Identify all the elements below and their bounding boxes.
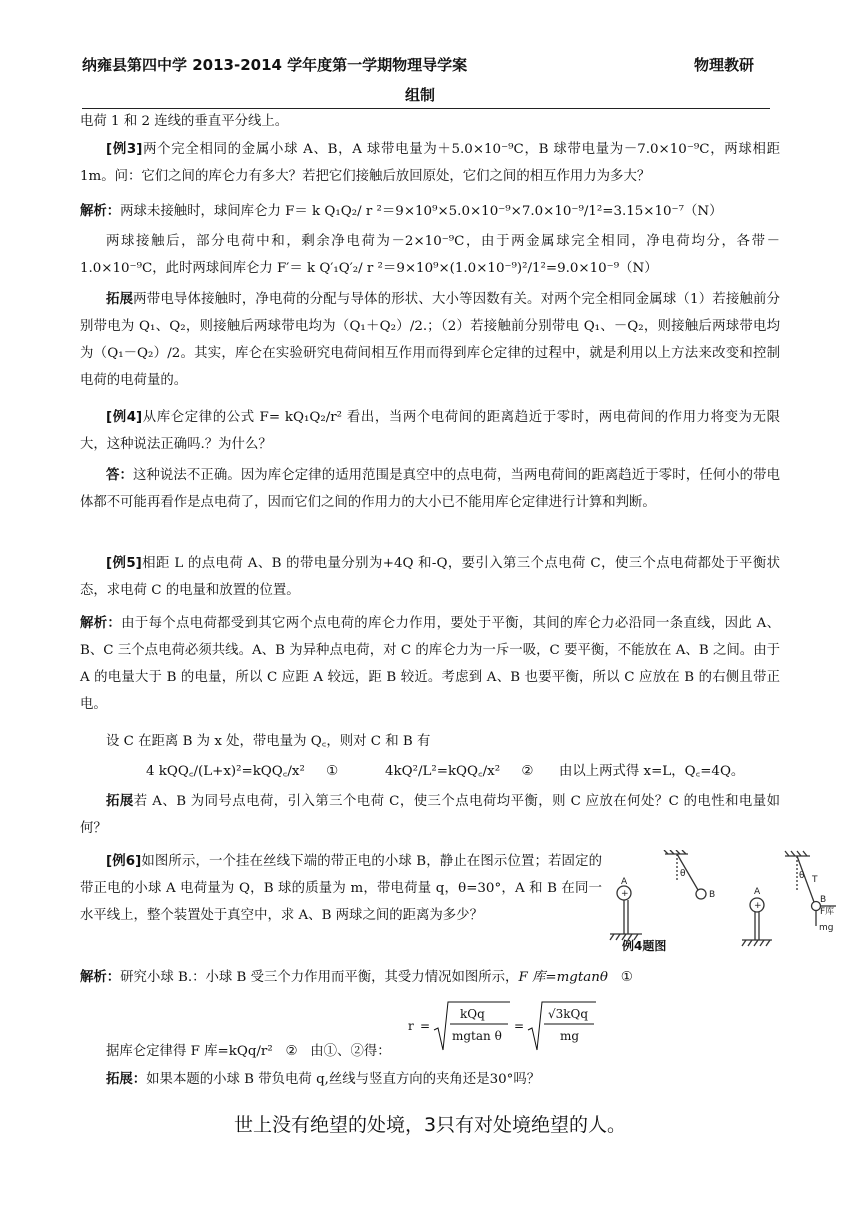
svg-text:=: = [514,1019,525,1033]
label-theta: θ [680,869,686,879]
equation-5: 4 kQQ꜀/(L+x)²=kQQ꜀/x² ① 4kQ²/L²=kQQ꜀/x² ② 由以上两式得 x=L，Q꜀=4Q。 [146,764,745,779]
label-theta2: θ [799,871,805,881]
analysis-3b: 两球接触后，部分电荷中和，剩余净电荷为－2×10⁻⁹C，由于两金属球完全相同，净电荷均分，各带－1.0×10⁻⁹C，此时两球间库仑力 F′＝ k Q′₁Q′₂/ r ²＝9×10⁹×(1.0×10⁻⁹)²/1²=9.0×10⁻⁹（N） [80,234,780,276]
formula-num2: √3kQq [548,1007,589,1021]
text-line: 电荷 1 和 2 连线的垂直平分线上。 [80,114,289,129]
example-3: [例3]两个完全相同的金属小球 A、B，A 球带电量为＋5.0×10⁻⁹C，B 球带电量为－7.0×10⁻⁹C，两球相距1m。问：它们之间的库仑力有多大？若把它们接触后放回原处，它们之间的相互作用力为多大？ [80,142,780,184]
example-5: [例5]相距 L 的点电荷 A、B 的带电量分别为+4Q 和-Q，要引入第三个点电荷 C，使三个点电荷都处于平衡状态，求电荷 C 的电量和放置的位置。 [80,556,781,598]
label-mg: mg [819,923,834,933]
header-dept: 物理教研 [694,56,755,74]
analysis-6b: 据库仑定律得 F 库=kQq/r² ② 由①、②得： [106,1044,391,1059]
label-b: B [709,890,716,900]
formula-den1: mgtan θ [452,1029,502,1043]
answer-4: 答：这种说法不正确。因为库仑定律的适用范围是真空中的点电荷，当两电荷间的距离趋近于零时，任何小的带电体都不可能再看作是点电荷了，因而它们之间的作用力的大小已不能用库仑定律进行计算和判断。 [80,468,781,510]
label-f: F库 [820,907,835,917]
label-a: A [621,877,628,887]
label-plus: + [621,889,629,899]
analysis-6: 解析：研究小球 B.：小球 B 受三个力作用而平衡，其受力情况如图所示，F 库=mgtanθ ① [80,970,633,985]
distance-formula [406,1000,606,1054]
analysis-5b: 设 C 在距离 B 为 x 处，带电量为 Q꜀，则对 C 和 B 有 [106,734,431,749]
label-b2: B [820,895,827,905]
figure-caption: 例4题图 [622,939,667,953]
header-title: 纳雍县第四中学 2013-2014 学年度第一学期物理导学案 [82,56,468,74]
label-a2: A [754,887,761,897]
example-6: [例6]如图所示，一个挂在丝线下端的带正电的小球 B，静止在图示位置；若固定的带正电的小球 A 电荷量为 Q，B 球的质量为 m，带电荷量 q，θ=30°，A 和 B 在同一水平线上，整个装置处于真空中，求 A、B 两球之间的距离为多少？ [80,854,602,923]
formula-num1: kQq [460,1007,485,1021]
extension-2: 拓展若 A、B 为同号点电荷，引入第三个电荷 C，使三个点电荷均平衡，则 C 应放在何处？C 的电性和电量如何？ [80,794,780,836]
label-t: T [812,875,818,885]
extension-1: 拓展两带电导体接触时，净电荷的分配与导体的形状、大小等因数有关。对两个完全相同金属球（1）若接触前分别带电为 Q₁、Q₂，则接触后两球带电均为（Q₁＋Q₂）/2.；（2）若接触前分别带电 Q₁、－Q₂，则接触后两球带电均为（Q₁－Q₂）/2。其实，库仑在实验研究电荷间相互作用而得到库仑定律的过程中，就是利用以上方法来改变和控制电荷的电荷量的。 [80,292,780,388]
analysis-5: 解析：由于每个点电荷都受到其它两个点电荷的库仑力作用，要处于平衡，其间的库仑力必沿同一条直线，因此 A、B、C 三个点电荷必须共线。A、B 为异种点电荷，对 C 的库仑力为一斥一吸，C 要平衡，不能放在 A、B 之间。由于 A 的电量大于 B 的电量，所以 C 应距 A 较远，距 B 较近。考虑到 A、B 也要平衡，所以 C 应放在 B 的右侧且带正电。 [80,616,780,712]
example-4: [例4]从库仑定律的公式 F= kQ₁Q₂/r² 看出，当两个电荷间的距离趋近于零时，两电荷间的作用力将变为无限大，这种说法正确吗.？为什么？ [80,410,780,452]
label-plus2: + [754,901,762,911]
formula-r: r [408,1019,414,1033]
svg-text:=: = [420,1019,431,1033]
extension-3: 拓展：如果本题的小球 B 带负电荷 q,丝线与竖直方向的夹角还是30°吗？ [106,1072,541,1087]
header-dept-cont: 组制 [405,86,436,104]
formula-den2: mg [560,1029,580,1043]
motto: 世上没有绝望的处境，3只有对处境绝望的人。 [233,1114,627,1136]
analysis-3: 解析：两球未接触时，球间库仑力 F＝ k Q₁Q₂/ r ²＝9×10⁹×5.0×10⁻⁹×7.0×10⁻⁹/1²=3.15×10⁻⁷（N） [80,204,723,219]
physics-figure [600,850,840,950]
